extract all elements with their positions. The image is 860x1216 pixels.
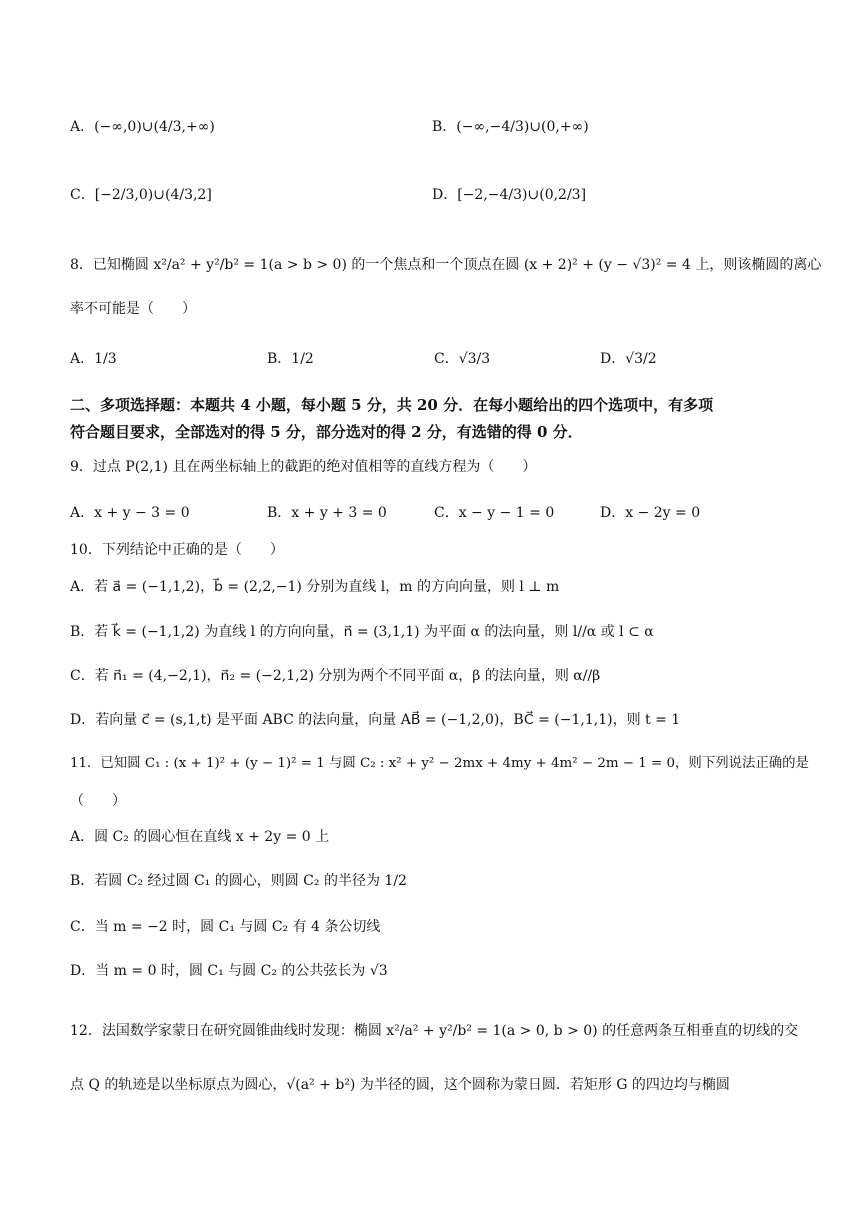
q10-option-a: A．若 a⃗ = (−1,1,2)，b⃗ = (2,2,−1) 分别为直线 l，m 的方向向量，则 l ⊥ m [70, 579, 560, 595]
q9-option-d: D．x − 2y = 0 [600, 505, 701, 521]
q7-option-a: A．(−∞,0)∪(4/3,+∞) [70, 119, 215, 135]
section2-heading-line1: 二、多项选择题：本题共 4 小题，每小题 5 分，共 20 分．在每小题给出的四个选项中，有多项 [70, 396, 714, 414]
q8-option-c: C．√3/3 [434, 351, 491, 367]
q10-option-c: C．若 n⃗₁ = (4,−2,1)，n⃗₂ = (−2,1,2) 分别为两个不同平面 α，β 的法向量，则 α//β [70, 668, 601, 684]
q10-stem: 10．下列结论中正确的是（ ） [70, 542, 284, 558]
q12-line1: 12．法国数学家蒙日在研究圆锥曲线时发现：椭圆 x²/a² + y²/b² = 1(a > 0, b > 0) 的任意两条互相垂直的切线的交 [70, 1023, 799, 1039]
q11-option-d: D．当 m = 0 时，圆 C₁ 与圆 C₂ 的公共弦长为 √3 [70, 963, 388, 979]
q7-option-d: D．[−2,−4/3)∪(0,2/3] [432, 187, 587, 203]
q9-stem: 9．过点 P(2,1) 且在两坐标轴上的截距的绝对值相等的直线方程为（ ） [70, 459, 537, 475]
q8-stem-line2: 率不可能是（ ） [70, 301, 196, 317]
q11-stem-line1: 11．已知圆 C₁ : (x + 1)² + (y − 1)² = 1 与圆 C₂ : x² + y² − 2mx + 4my + 4m² − 2m − 1 = 0，则下列说法正确的是 [70, 756, 809, 771]
q9-option-a: A．x + y − 3 = 0 [70, 505, 190, 521]
q11-option-a: A．圆 C₂ 的圆心恒在直线 x + 2y = 0 上 [70, 829, 330, 845]
q11-stem-line2: （ ） [70, 793, 126, 809]
q9-option-c: C．x − y − 1 = 0 [434, 505, 555, 521]
q8-option-d: D．√3/2 [600, 351, 657, 367]
q10-option-d: D．若向量 c⃗ = (s,1,t) 是平面 ABC 的法向量，向量 AB⃗ = (−1,2,0)，BC⃗ = (−1,1,1)，则 t = 1 [70, 712, 681, 728]
q7-option-c: C．[−2/3,0)∪(4/3,2] [70, 187, 212, 203]
q9-option-b: B．x + y + 3 = 0 [267, 505, 387, 521]
q11-option-c: C．当 m = −2 时，圆 C₁ 与圆 C₂ 有 4 条公切线 [70, 919, 381, 935]
q10-option-b: B．若 k⃗ = (−1,1,2) 为直线 l 的方向向量，n⃗ = (3,1,1) 为平面 α 的法向量，则 l//α 或 l ⊂ α [70, 624, 654, 640]
q12-line2: 点 Q 的轨迹是以坐标原点为圆心，√(a² + b²) 为半径的圆，这个圆称为蒙日圆．若矩形 G 的四边均与椭圆 [70, 1077, 730, 1093]
q11-option-b: B．若圆 C₂ 经过圆 C₁ 的圆心，则圆 C₂ 的半径为 1/2 [70, 873, 407, 889]
q7-option-b: B．(−∞,−4/3)∪(0,+∞) [432, 119, 589, 135]
section2-heading-line2: 符合题目要求，全部选对的得 5 分，部分选对的得 2 分，有选错的得 0 分． [70, 423, 583, 441]
q8-stem-line1: 8．已知椭圆 x²/a² + y²/b² = 1(a > b > 0) 的一个焦点和一个顶点在圆 (x + 2)² + (y − √3)² = 4 上，则该椭圆的离心 [70, 257, 822, 273]
q8-option-a: A．1/3 [70, 351, 117, 367]
q8-option-b: B．1/2 [267, 351, 314, 367]
